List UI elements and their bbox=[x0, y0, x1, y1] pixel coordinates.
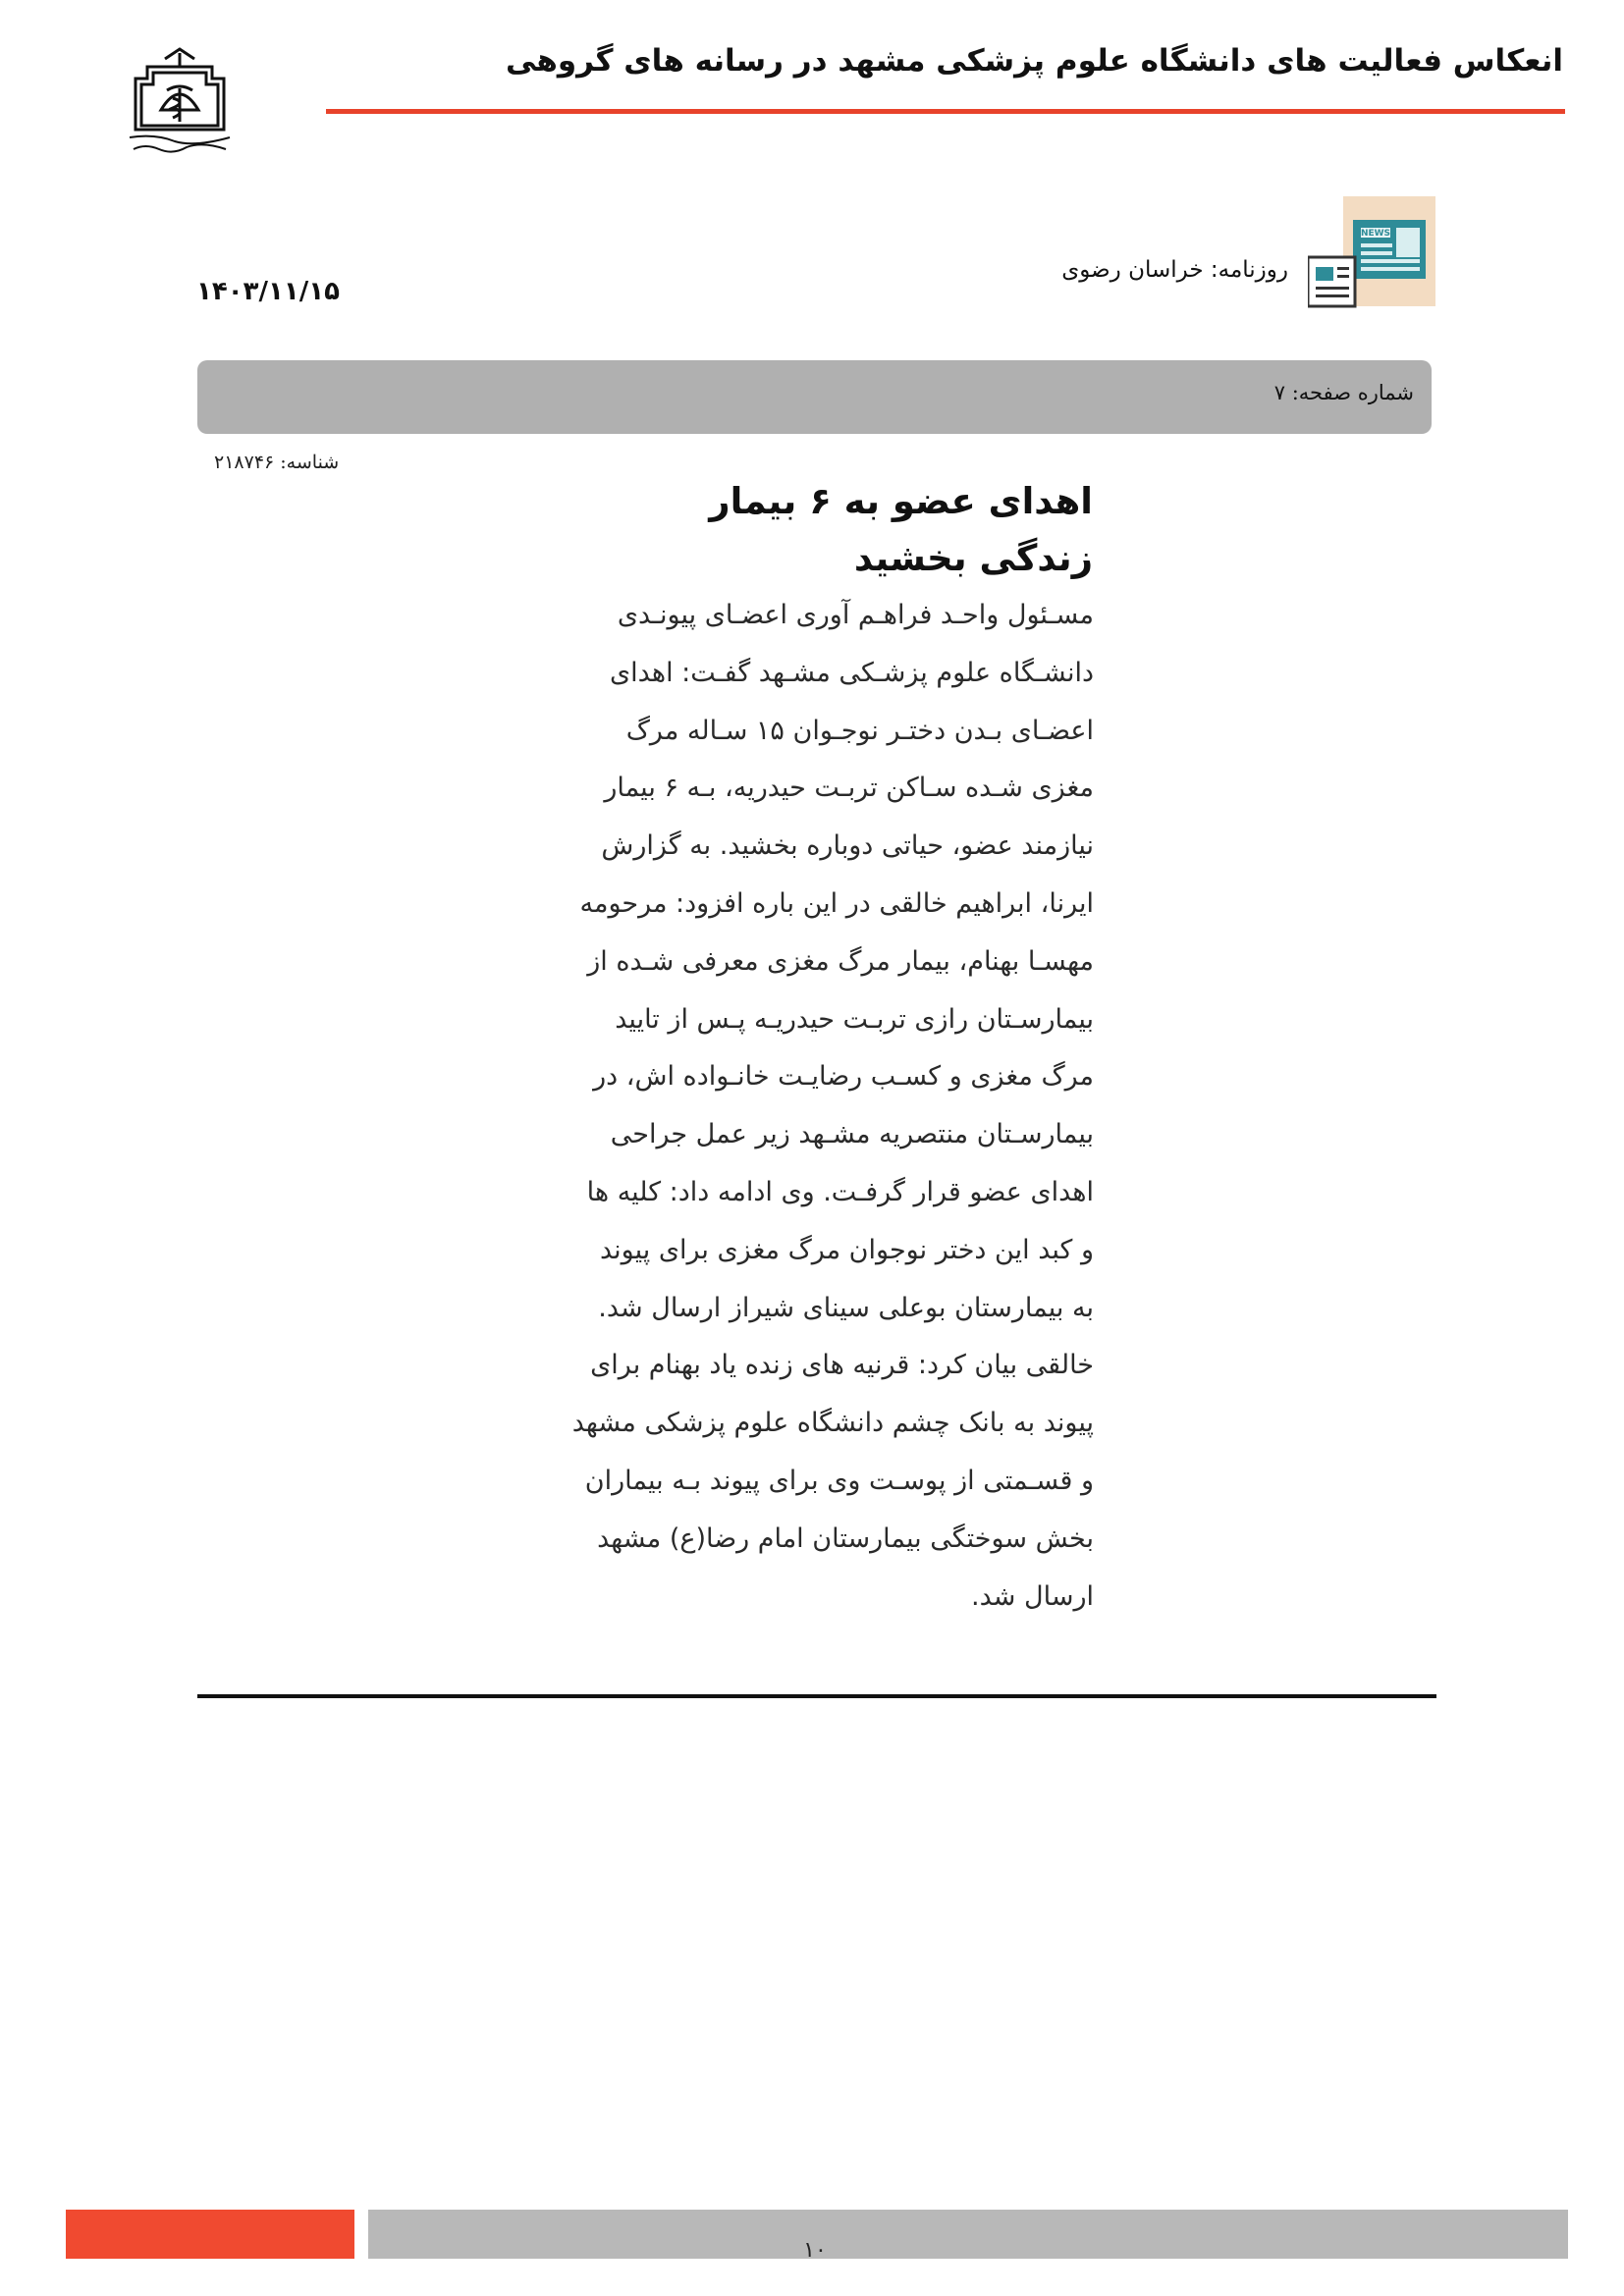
footer-gray-bar bbox=[368, 2210, 1568, 2259]
page-number-label: شماره صفحه: ۷ bbox=[1273, 381, 1414, 404]
article-line: ارسال شد. bbox=[971, 1580, 1094, 1612]
newspaper-name: روزنامه: خراسان رضوی bbox=[1061, 257, 1288, 283]
article-line: دانشـگاه علوم پزشـکی مشـهد گفـت: اهدای bbox=[610, 657, 1094, 688]
article-line: اهدای عضو قرار گرفـت. وی ادامه داد: کلیه ها bbox=[586, 1176, 1094, 1207]
article-line: به بیمارستان بوعلی سینای شیراز ارسال شد. bbox=[598, 1292, 1094, 1323]
article-line: بیمارسـتان منتصریه مشـهد زیر عمل جراحی bbox=[610, 1119, 1094, 1150]
article-line: بیمارسـتان رازی تربـت حیدریـه پـس از تایید bbox=[615, 1003, 1094, 1035]
university-logo-icon bbox=[116, 39, 244, 167]
article-line: و کبد این دختر نوجوان مرگ مغزی برای پیوند bbox=[599, 1234, 1094, 1265]
article-line: نیازمند عضو، حیاتی دوباره بخشید. به گزارش bbox=[601, 830, 1094, 862]
article-line: مسـئول واحـد فراهـم آوری اعضـای پیونـدی bbox=[617, 600, 1094, 630]
article-line: ایرنا، ابراهیم خالقی در این باره افزود: مرحومه bbox=[579, 887, 1094, 919]
news-icon bbox=[1308, 196, 1435, 308]
header-title: انعکاس فعالیت های دانشگاه علوم پزشکی مشهد در رسانه های گروهی bbox=[506, 43, 1563, 79]
article-line: خالقی بیان کرد: قرنیه های زنده یاد بهنام برای bbox=[590, 1350, 1094, 1381]
publish-date: ۱۴۰۳/۱۱/۱۵ bbox=[196, 277, 340, 306]
footer-page-number: ۱۰ bbox=[803, 2238, 827, 2263]
article-line: اعضـای بـدن دختـر نوجـوان ۱۵ سـاله مرگ bbox=[625, 715, 1094, 746]
article-line: مغزی شـده سـاکن تربـت حیدریه، بـه ۶ بیمار bbox=[604, 773, 1094, 804]
article-title-line: اهدای عضو به ۶ بیمار bbox=[709, 480, 1093, 522]
article-line: پیوند به بانک چشم دانشگاه علوم پزشکی مشهد bbox=[571, 1408, 1094, 1439]
article-end-rule bbox=[197, 1694, 1436, 1698]
article-title-line: زندگی بخشید bbox=[853, 537, 1093, 579]
article-line: بخش سوختگی بیمارستان امام رضا(ع) مشهد bbox=[597, 1522, 1094, 1554]
article-line: مرگ مغزی و کسـب رضایـت خانـواده اش، در bbox=[593, 1061, 1094, 1093]
article-body bbox=[544, 587, 1094, 1626]
article-line: مهسـا بهنام، بیمار مرگ مغزی معرفی شـده از bbox=[587, 945, 1094, 977]
header-rule bbox=[326, 109, 1565, 114]
article-title bbox=[504, 473, 1093, 587]
footer-red-bar bbox=[66, 2210, 354, 2259]
document-id: شناسه: ۲۱۸۷۴۶ bbox=[214, 452, 340, 473]
article-line: و قسـمتی از پوسـت وی برای پیوند بـه بیماران bbox=[584, 1465, 1094, 1496]
svg-text:NEWS: NEWS bbox=[1360, 229, 1391, 239]
